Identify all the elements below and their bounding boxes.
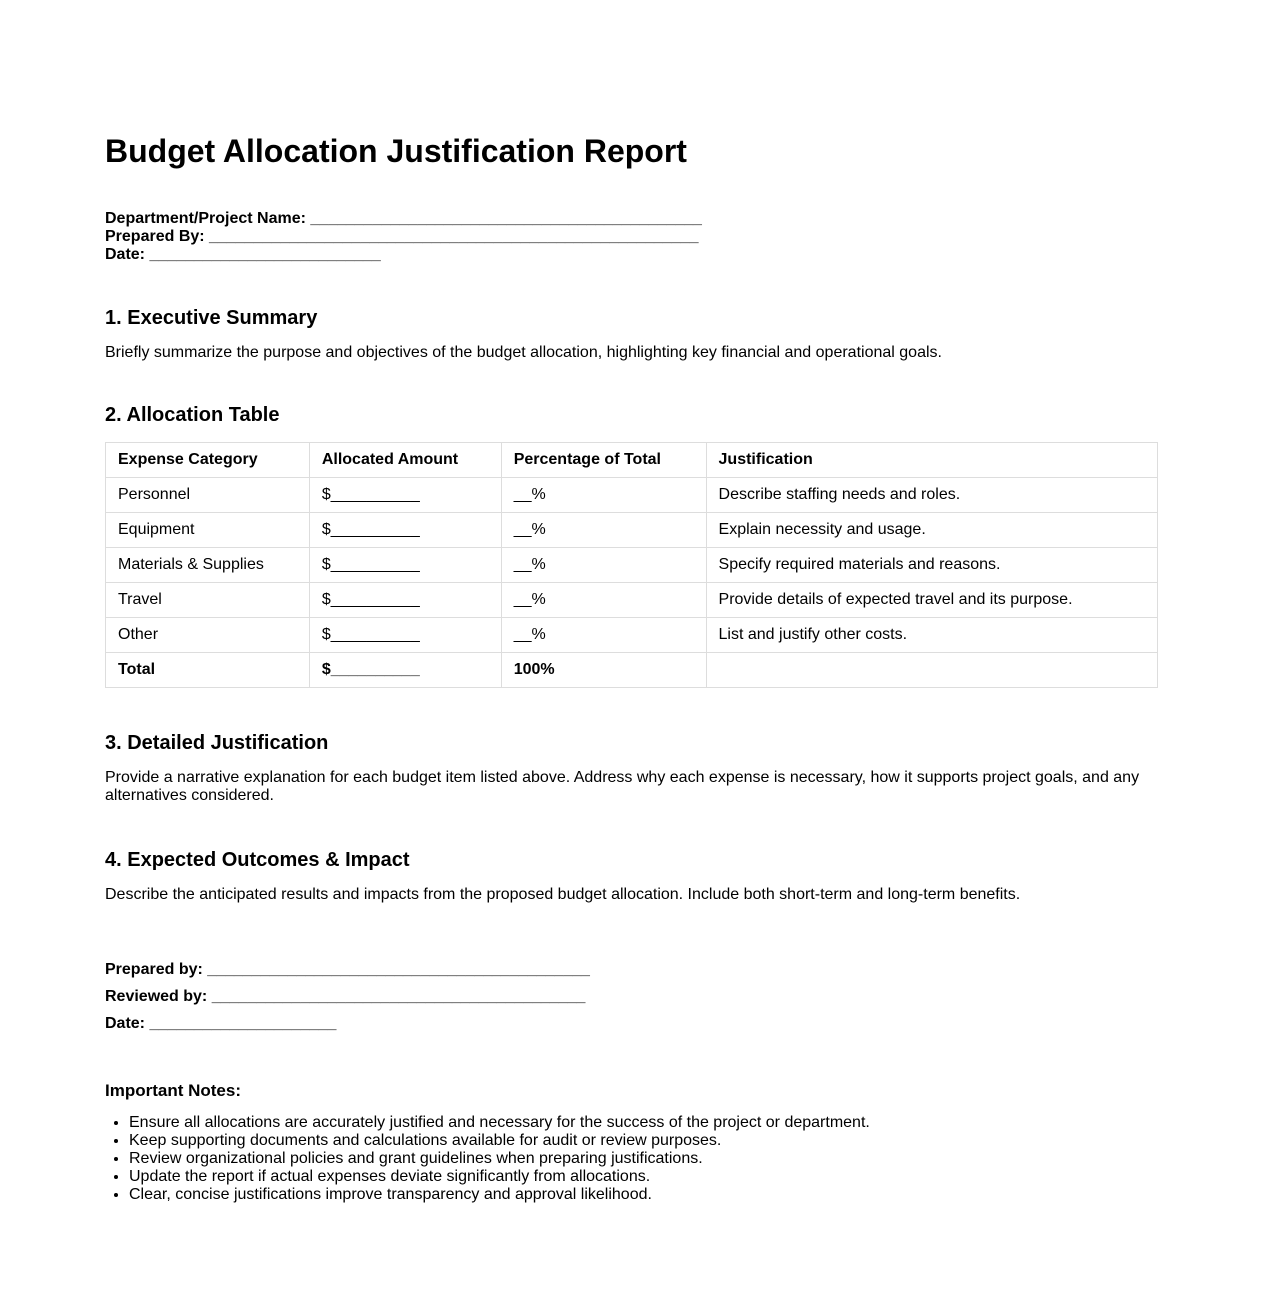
table-cell: Explain necessity and usage. [706, 513, 1157, 548]
table-cell: __% [501, 618, 706, 653]
signature-prepared-by [105, 956, 1157, 983]
list-item: • Review organizational policies and grant guidelines when preparing justifications. [129, 1150, 1157, 1168]
table-cell: __% [501, 583, 706, 618]
field-blank: ____________________________________________ [310, 210, 702, 227]
header-fields [105, 210, 1157, 264]
field-date [105, 246, 1157, 264]
field-department-project-name [105, 210, 1157, 228]
field-label: Reviewed by: [105, 988, 208, 1005]
table-cell: Describe staffing needs and roles. [706, 478, 1157, 513]
section-expected-outcomes [105, 848, 1157, 904]
column-header: Expense Category [106, 443, 310, 478]
list-item: • Ensure all allocations are accurately justified and necessary for the success of the project or department. [129, 1114, 1157, 1132]
section-heading: 3. Detailed Justification [105, 732, 329, 754]
section-body: Provide a narrative explanation for each budget item listed above. Address why each expense is necessary, how it supports project goals, and any alternatives considered. [105, 769, 1140, 804]
column-header: Percentage of Total [501, 443, 706, 478]
column-header: Allocated Amount [309, 443, 501, 478]
table-cell: $__________ [309, 478, 501, 513]
table-cell: Travel [106, 583, 310, 618]
table-total-row [106, 653, 1158, 688]
field-blank: __________________________________________ [211, 988, 586, 1005]
table-cell: Equipment [106, 513, 310, 548]
table-cell: __% [501, 478, 706, 513]
field-label: Date: [105, 246, 146, 263]
section-detailed-justification [105, 731, 1157, 805]
field-blank: ___________________________________________ [207, 961, 590, 978]
list-item: • Update the report if actual expenses deviate significantly from allocations. [129, 1168, 1157, 1186]
table-row [106, 513, 1158, 548]
table-cell: Provide details of expected travel and its purpose. [706, 583, 1157, 618]
notes-heading: Important Notes: [105, 1081, 241, 1100]
table-cell: Materials & Supplies [106, 548, 310, 583]
table-row [106, 548, 1158, 583]
column-header: Justification [706, 443, 1157, 478]
table-cell: Other [106, 618, 310, 653]
table-cell [706, 653, 1157, 688]
section-executive-summary [105, 306, 1157, 362]
signature-block [105, 956, 1157, 1037]
document-page [105, 0, 1157, 1204]
table-row [106, 478, 1158, 513]
field-blank: _______________________________________________________ [209, 228, 699, 245]
notes-list [105, 1114, 1157, 1204]
field-label: Date: [105, 1015, 146, 1032]
table-cell: List and justify other costs. [706, 618, 1157, 653]
table-cell: $__________ [309, 618, 501, 653]
important-notes [105, 1081, 1157, 1204]
section-heading: 1. Executive Summary [105, 307, 318, 329]
field-label: Prepared By: [105, 228, 205, 245]
table-cell: $__________ [309, 548, 501, 583]
field-label: Department/Project Name: [105, 210, 306, 227]
list-item: • Clear, concise justifications improve transparency and approval likelihood. [129, 1186, 1157, 1204]
table-cell: Total [106, 653, 310, 688]
signature-date [105, 1010, 1157, 1037]
field-blank: __________________________ [149, 246, 381, 263]
table-cell: 100% [501, 653, 706, 688]
field-label: Prepared by: [105, 961, 203, 978]
field-prepared-by [105, 228, 1157, 246]
signature-reviewed-by [105, 983, 1157, 1010]
table-cell: Specify required materials and reasons. [706, 548, 1157, 583]
table-header-row [106, 443, 1158, 478]
table-cell: $__________ [309, 583, 501, 618]
table-cell: __% [501, 548, 706, 583]
allocation-table [105, 442, 1158, 688]
table-cell: $__________ [309, 513, 501, 548]
field-blank: _____________________ [149, 1015, 337, 1032]
section-heading: 2. Allocation Table [105, 404, 280, 426]
section-body: Briefly summarize the purpose and objectives of the budget allocation, highlighting key financial and operational goals. [105, 344, 942, 361]
list-item: • Keep supporting documents and calculations available for audit or review purposes. [129, 1132, 1157, 1150]
section-body: Describe the anticipated results and impacts from the proposed budget allocation. Include both short-term and long-term benefits. [105, 886, 1021, 903]
section-heading: 4. Expected Outcomes & Impact [105, 849, 410, 871]
table-row [106, 583, 1158, 618]
section-allocation-table [105, 403, 1157, 688]
table-cell: $__________ [309, 653, 501, 688]
table-cell: __% [501, 513, 706, 548]
page-title: Budget Allocation Justification Report [105, 133, 687, 169]
table-cell: Personnel [106, 478, 310, 513]
table-row [106, 618, 1158, 653]
